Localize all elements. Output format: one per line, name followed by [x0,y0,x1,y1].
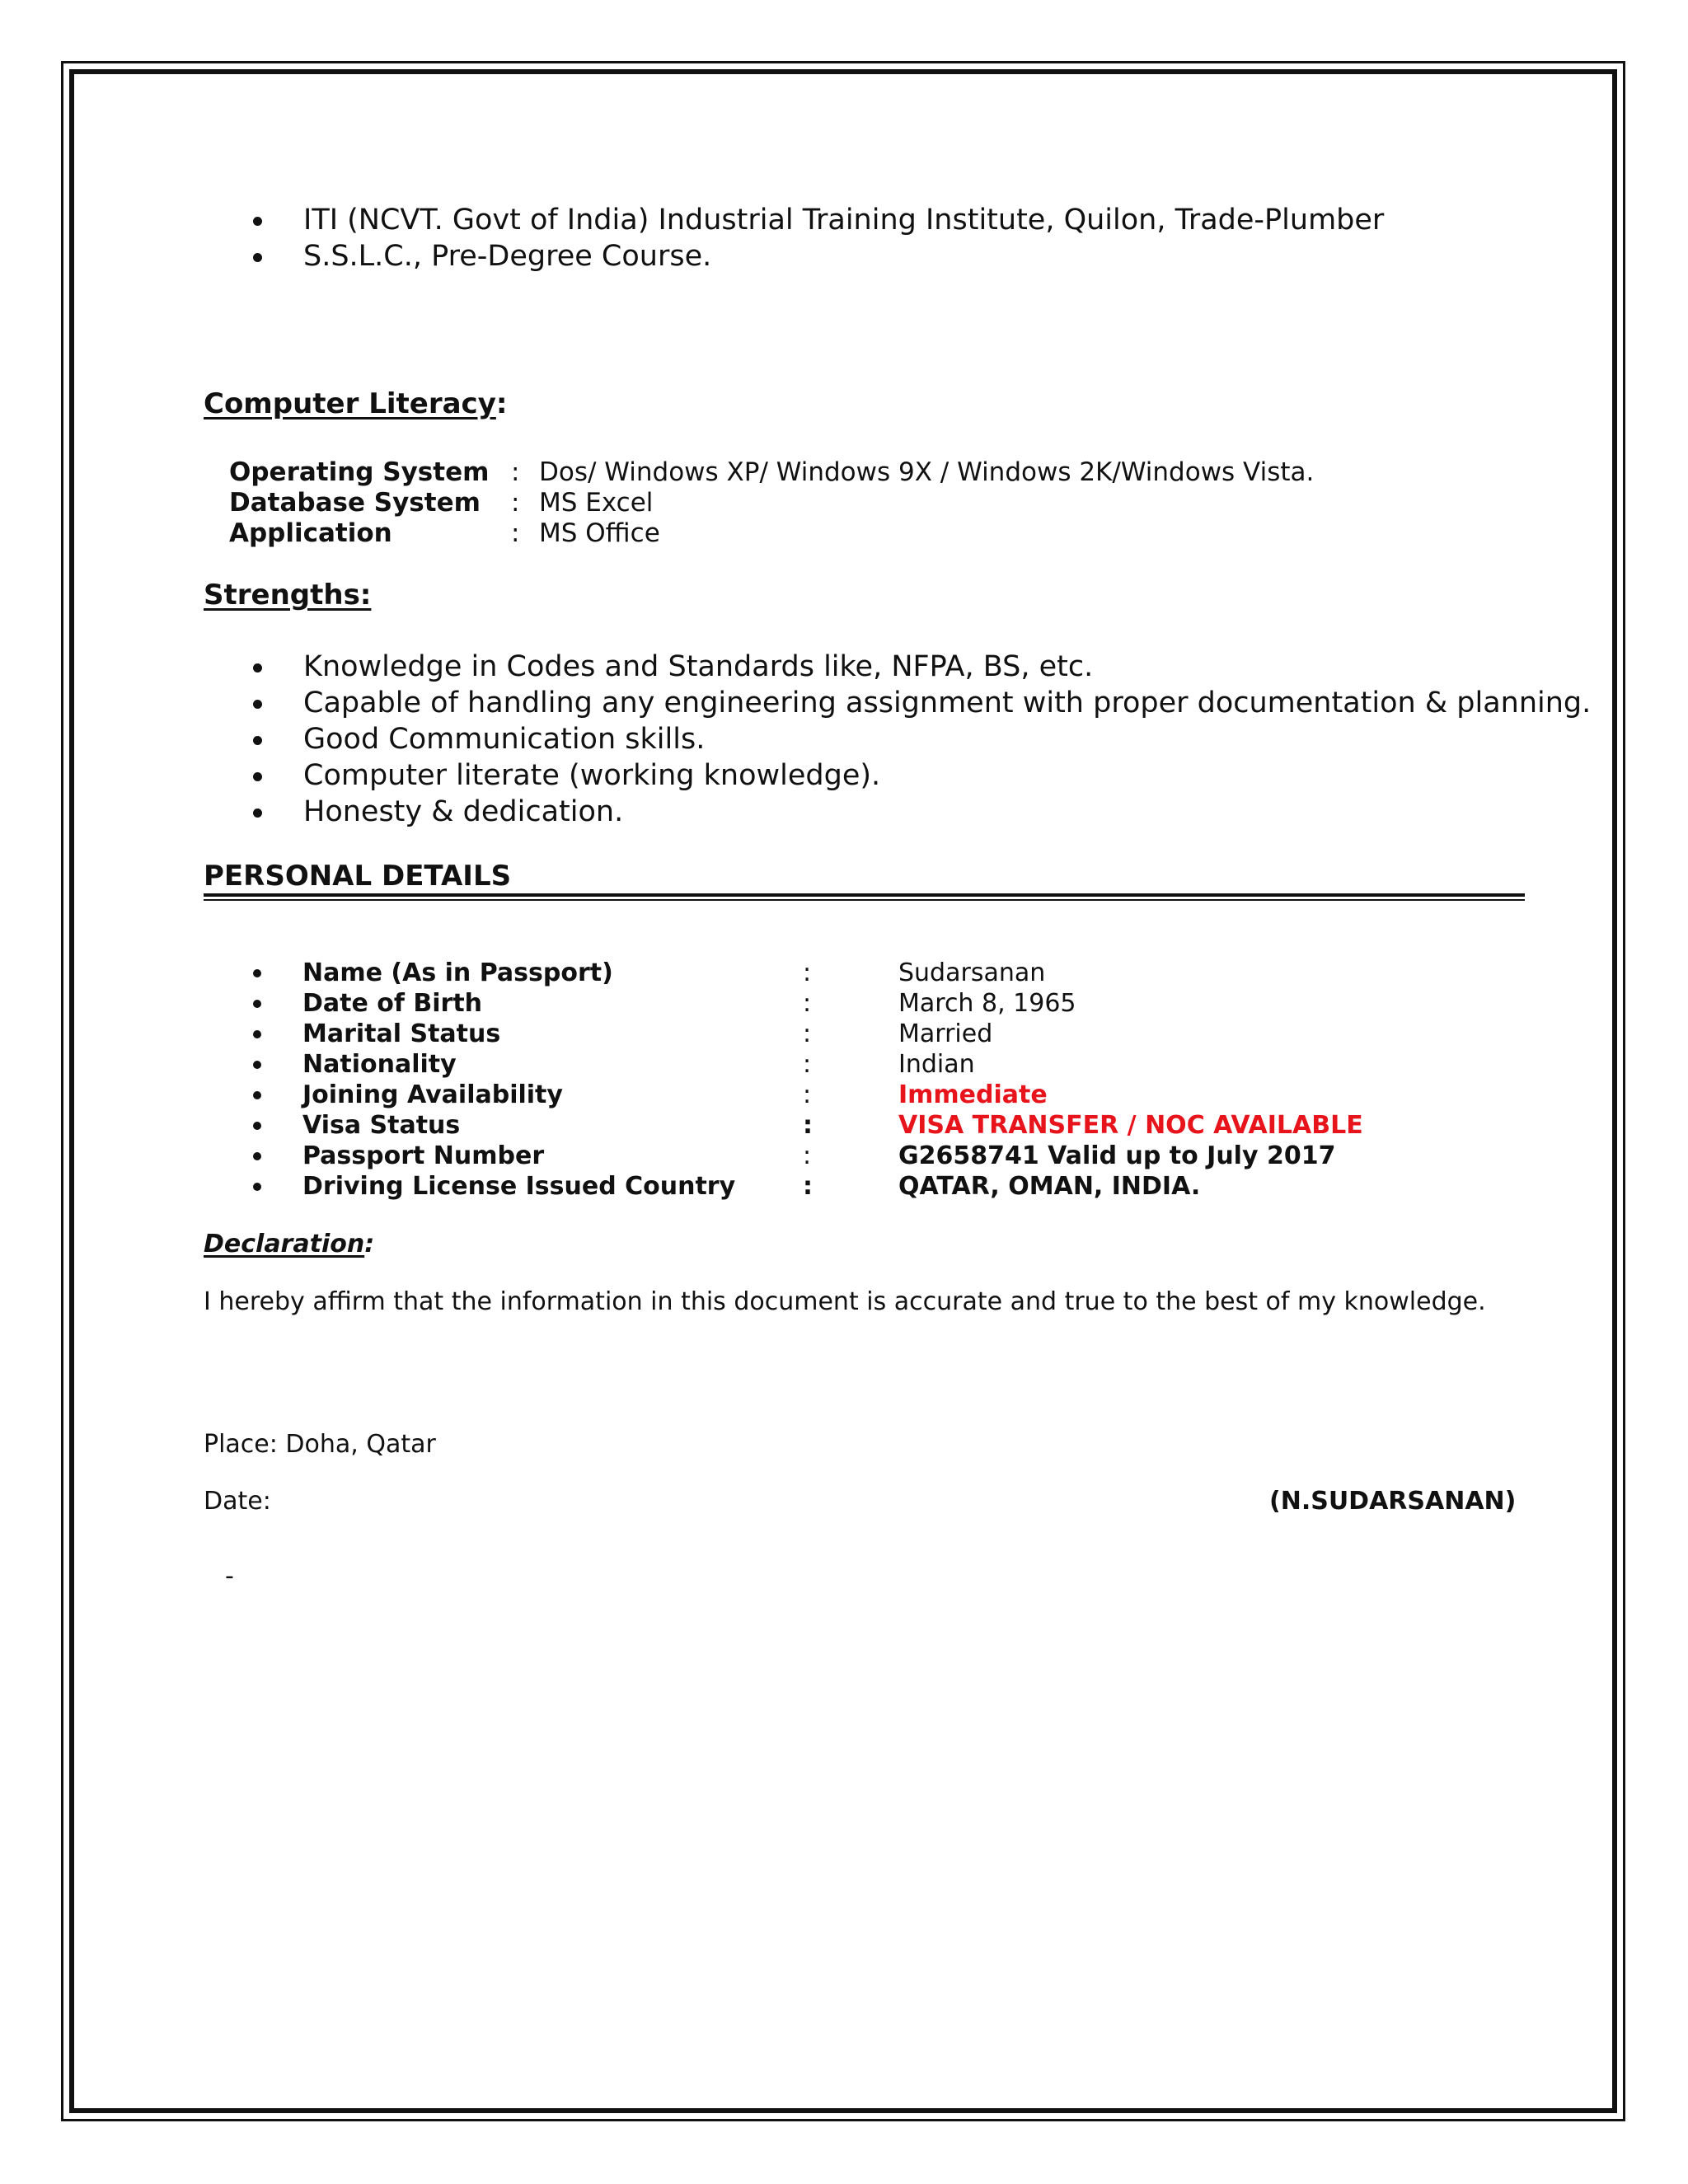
pd-value: G2658741 Valid up to July 2017 [898,1141,1336,1170]
strength-item: Capable of handling any engineering assignment with proper documentation & planning. [303,687,1592,719]
pd-label: Name (As in Passport) [302,958,613,987]
page-border-inner [69,69,1617,2113]
strengths-heading-text: Strengths: [204,579,372,612]
strength-item: Honesty & dedication. [303,795,624,828]
computer-literacy-heading [204,387,507,420]
cl-label: Operating System [229,457,490,487]
bullet-icon [253,1000,261,1008]
bullet-icon [253,663,262,673]
bullet-icon [253,1183,261,1191]
heading-colon: : [364,1230,375,1258]
strength-item: Good Communication skills. [303,723,706,756]
bullet-icon [253,253,262,262]
cl-label: Database System [229,488,481,518]
bullet-icon [253,700,262,709]
pd-colon: : [803,1141,812,1170]
bullet-icon [253,1030,261,1038]
cl-value: MS Excel [539,488,654,518]
pd-colon: : [803,989,812,1018]
place-line: Place: Doha, Qatar [204,1430,436,1459]
heading-divider [204,893,1525,897]
cl-colon: : [511,457,520,487]
pd-colon: : [803,1111,813,1140]
computer-literacy-heading-text: Computer Literacy [204,387,496,420]
pd-label: Driving License Issued Country [302,1172,736,1201]
strengths-heading [204,579,371,612]
bullet-icon [253,736,262,745]
strength-item: Knowledge in Codes and Standards like, NFPA, BS, etc. [303,650,1094,683]
pd-value: Indian [898,1050,975,1079]
education-item: ITI (NCVT. Govt of India) Industrial Training Institute, Quilon, Trade-Plumber [303,204,1385,237]
signature-name: (N.SUDARSANAN) [1269,1487,1517,1516]
pd-value: QATAR, OMAN, INDIA. [898,1172,1201,1201]
heading-divider-thin [204,899,1525,901]
bullet-icon [253,969,261,977]
pd-colon: : [803,1080,812,1109]
pd-value: March 8, 1965 [898,989,1076,1018]
pd-colon: : [803,1172,813,1201]
personal-details-heading: PERSONAL DETAILS [204,860,512,893]
pd-label: Joining Availability [302,1080,563,1109]
cl-colon: : [511,518,520,548]
bullet-icon [253,808,262,818]
pd-colon: : [803,958,812,987]
pd-label: Date of Birth [302,989,483,1018]
bullet-icon [253,1061,261,1069]
pd-colon: : [803,1050,812,1079]
pd-label: Nationality [302,1050,457,1079]
pd-value: VISA TRANSFER / NOC AVAILABLE [898,1111,1363,1140]
pd-value: Married [898,1019,993,1048]
declaration-heading [204,1230,374,1258]
pd-label: Passport Number [302,1141,545,1170]
trailing-mark: - [225,1562,234,1591]
pd-colon: : [803,1019,812,1048]
pd-label: Visa Status [302,1111,461,1140]
cl-label: Application [229,518,392,548]
declaration-heading-text: Declaration [204,1230,365,1258]
strength-item: Computer literate (working knowledge). [303,759,881,792]
heading-colon: : [495,387,508,420]
date-line: Date: [204,1487,271,1516]
bullet-icon [253,1152,261,1160]
bullet-icon [253,772,262,781]
education-item: S.S.L.C., Pre-Degree Course. [303,240,712,273]
cl-colon: : [511,488,520,518]
bullet-icon [253,1091,261,1099]
cl-value: Dos/ Windows XP/ Windows 9X / Windows 2K/Windows Vista. [539,457,1315,487]
bullet-icon [253,217,262,226]
cl-value: MS Office [539,518,660,548]
pd-value: Immediate [898,1080,1048,1109]
pd-label: Marital Status [302,1019,501,1048]
bullet-icon [253,1122,261,1130]
declaration-text: I hereby affirm that the information in this document is accurate and true to the best of my knowledge. [204,1287,1486,1316]
pd-value: Sudarsanan [898,958,1046,987]
